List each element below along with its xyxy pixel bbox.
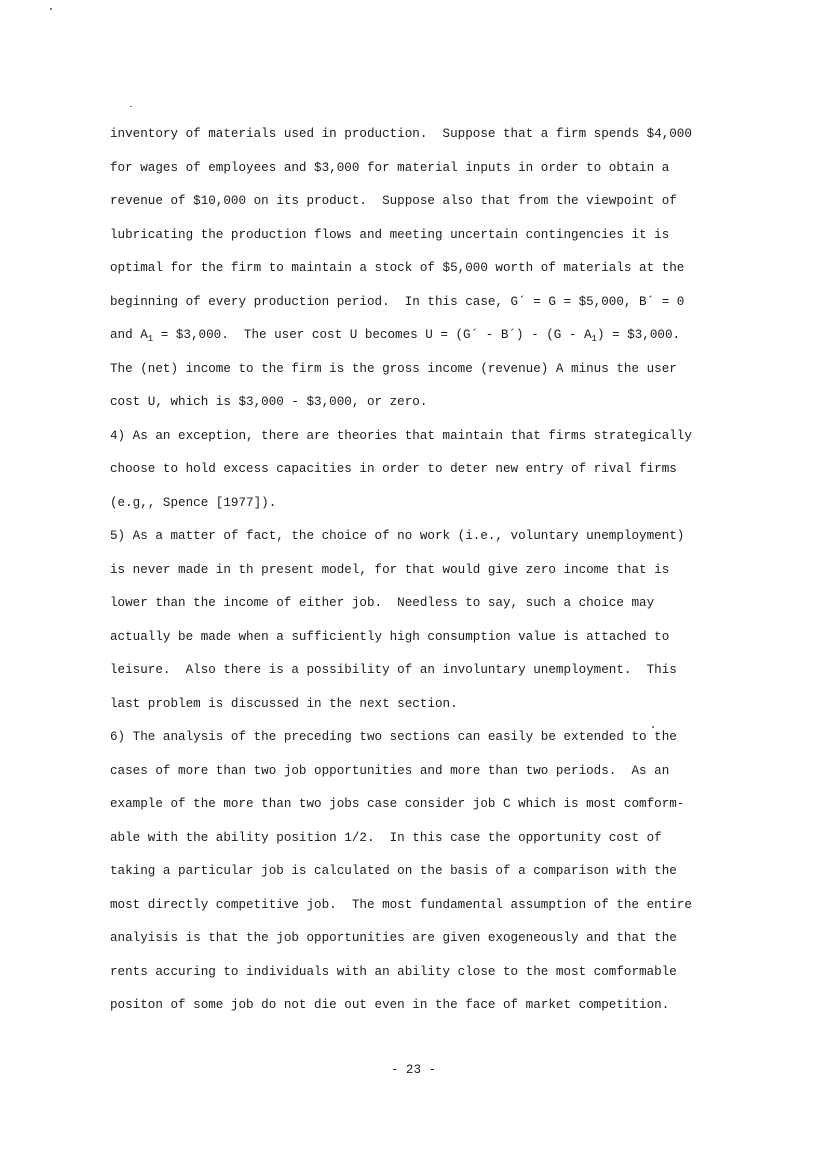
text-segment: ) = $3,000. bbox=[596, 328, 681, 342]
subscript: 1 bbox=[591, 334, 597, 344]
text-line: for wages of employees and $3,000 for material inputs in order to obtain a bbox=[110, 160, 670, 175]
text-line: inventory of materials used in production. Suppose that a firm spends $4,000 bbox=[110, 127, 692, 141]
text-segment: = $3,000. The user cost U becomes U = (G´ - B´) - (G - A bbox=[153, 328, 592, 342]
text-line: analyisis is that the job opportunities are given exogeneously and that the bbox=[110, 931, 677, 945]
text-line: beginning of every production period. In this case, G´ = G = $5,000, B´ = 0 bbox=[110, 294, 685, 309]
text-line: taking a particular job is calculated on the basis of a comparison with the bbox=[110, 864, 677, 878]
scan-speck bbox=[50, 8, 52, 10]
text-segment: and A bbox=[110, 328, 148, 342]
scan-speck bbox=[652, 726, 654, 728]
text-line: able with the ability position 1/2. In this case the opportunity cost of bbox=[110, 830, 662, 845]
text-line: optimal for the firm to maintain a stock of $5,000 worth of materials at the bbox=[110, 261, 685, 275]
text-line: leisure. Also there is a possibility of an involuntary unemployment. This bbox=[110, 663, 677, 677]
text-line: 4) As an exception, there are theories that maintain that firms strategically bbox=[110, 428, 692, 443]
text-line: most directly competitive job. The most fundamental assumption of the entire bbox=[110, 897, 692, 912]
text-line bbox=[110, 327, 680, 344]
text-line: example of the more than two jobs case consider job C which is most comform- bbox=[110, 797, 685, 811]
scan-speck bbox=[130, 106, 132, 107]
text-line: last problem is discussed in the next section. bbox=[110, 696, 458, 711]
text-line: choose to hold excess capacities in order to deter new entry of rival firms bbox=[110, 462, 677, 476]
text-line: positon of some job do not die out even in the face of market competition. bbox=[110, 998, 670, 1012]
text-line: actually be made when a sufficiently high consumption value is attached to bbox=[110, 629, 670, 644]
page-number: - 23 - bbox=[390, 1063, 437, 1077]
text-line: is never made in th present model, for that would give zero income that is bbox=[110, 562, 670, 577]
text-line: lubricating the production flows and meeting uncertain contingencies it is bbox=[110, 227, 670, 242]
text-line: 6) The analysis of the preceding two sections can easily be extended to the bbox=[110, 730, 677, 744]
text-line: 5) As a matter of fact, the choice of no work (i.e., voluntary unemployment) bbox=[110, 529, 685, 543]
text-line: (e.g,, Spence [1977]). bbox=[110, 495, 277, 510]
text-line: cases of more than two job opportunities and more than two periods. As an bbox=[110, 763, 670, 778]
text-line: rents accuring to individuals with an ability close to the most comformable bbox=[110, 964, 677, 979]
subscript: 1 bbox=[147, 334, 154, 344]
text-line: The (net) income to the firm is the gross income (revenue) A minus the user bbox=[110, 361, 677, 376]
text-line: lower than the income of either job. Needless to say, such a choice may bbox=[110, 596, 655, 610]
text-line: revenue of $10,000 on its product. Suppose also that from the viewpoint of bbox=[110, 194, 677, 208]
text-line: cost U, which is $3,000 - $3,000, or zero. bbox=[110, 395, 428, 409]
